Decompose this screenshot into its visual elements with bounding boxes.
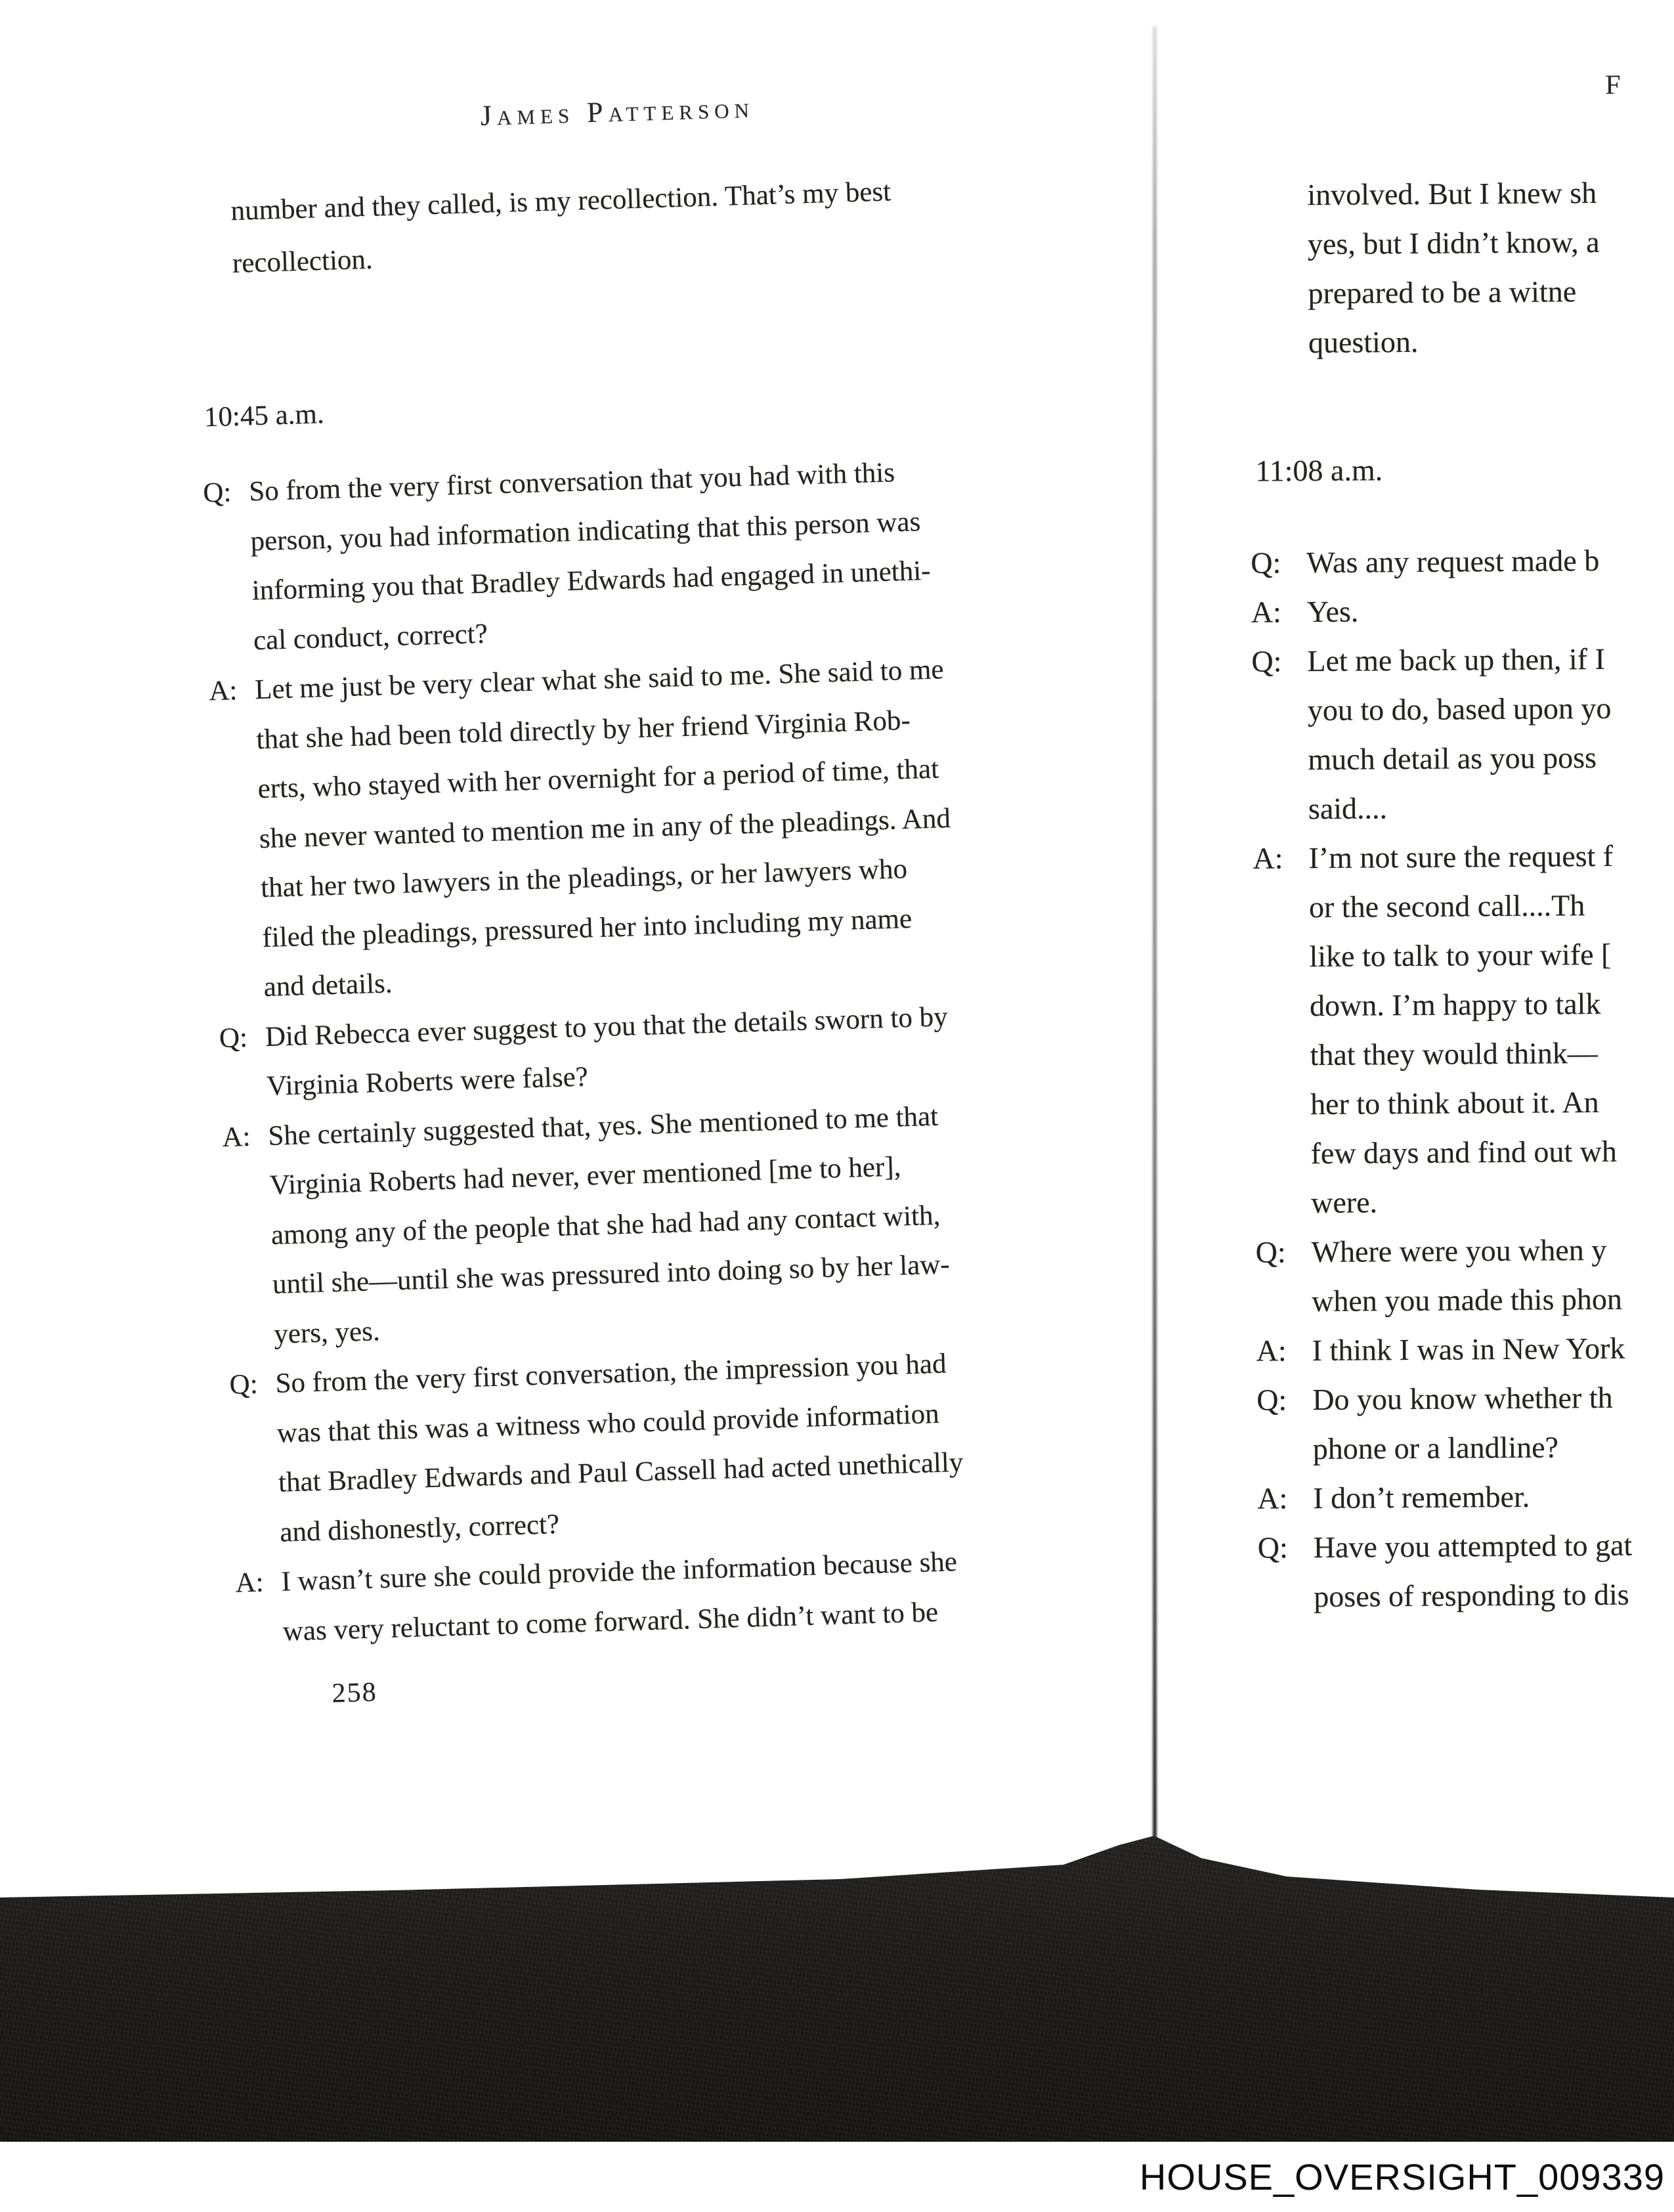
- left-continuation-paragraph: [230, 161, 1060, 290]
- qa-line: that Bradley Edwards and Paul Cassell had acted unethically: [278, 1446, 964, 1498]
- qa-line: and details.: [263, 968, 393, 1003]
- qa-line: that they would think—: [1310, 1036, 1598, 1072]
- qa-line: down. I’m happy to talk: [1309, 986, 1601, 1023]
- qa-block: [1258, 1519, 1674, 1622]
- qa-speaker-label: Q:: [1251, 644, 1282, 678]
- qa-speaker-label: A:: [234, 1567, 265, 1599]
- qa-line: that her two lawyers in the pleadings, or her lawyers who: [260, 853, 908, 904]
- left-page-number: 258: [331, 1677, 378, 1709]
- right-page-running-header: F: [1605, 70, 1625, 100]
- qa-block: [1257, 1470, 1674, 1523]
- qa-line: filed the pleadings, pressured her into including my name: [261, 903, 912, 953]
- qa-line: Have you attempted to gat: [1313, 1528, 1633, 1565]
- qa-line: and dishonestly, correct?: [279, 1508, 560, 1548]
- qa-line: I’m not sure the request f: [1308, 838, 1614, 875]
- text-line: prepared to be a witne: [1308, 274, 1577, 311]
- book-spine-crease: [1153, 26, 1157, 1845]
- qa-line: you to do, based upon yo: [1307, 691, 1612, 727]
- qa-speaker-label: A:: [1257, 1481, 1288, 1515]
- qa-line: Where were you when y: [1311, 1232, 1607, 1269]
- right-timestamp: 11:08 a.m.: [1255, 453, 1383, 488]
- right-continuation-paragraph: [1307, 167, 1674, 367]
- qa-line: I wasn’t sure she could provide the information because she: [280, 1546, 958, 1597]
- bates-stamp: HOUSE_OVERSIGHT_009339: [1139, 2156, 1665, 2198]
- qa-line: Was any request made b: [1306, 543, 1600, 580]
- text-line: yes, but I didn’t know, a: [1307, 225, 1600, 261]
- qa-line: like to talk to your wife [: [1309, 937, 1612, 974]
- qa-speaker-label: Q:: [1255, 1235, 1286, 1269]
- qa-line: her to think about it. An: [1310, 1085, 1599, 1121]
- qa-line: I think I was in New York: [1312, 1331, 1625, 1368]
- qa-speaker-label: Q:: [1257, 1530, 1288, 1565]
- qa-line: poses of responding to dis: [1314, 1577, 1629, 1614]
- qa-line: phone or a landline?: [1312, 1430, 1559, 1466]
- qa-line: erts, who stayed with her overnight for a period of time, that: [257, 753, 939, 805]
- qa-line: Let me just be very clear what she said to me. She said to me: [254, 654, 945, 706]
- qa-block: [1256, 1322, 1674, 1376]
- qa-line: said....: [1308, 791, 1388, 826]
- qa-line: Virginia Roberts were false?: [266, 1061, 589, 1102]
- left-qa-transcript: [202, 443, 1090, 1658]
- qa-speaker-label: Q:: [219, 1022, 248, 1054]
- left-page: [164, 39, 1121, 1805]
- text-line: recollection.: [232, 244, 374, 280]
- qa-line: few days and find out wh: [1310, 1134, 1618, 1171]
- text-line: number and they called, is my recollection. That’s my best: [230, 176, 891, 227]
- qa-line: Virginia Roberts had never, ever mentioned [me to her],: [268, 1151, 902, 1201]
- qa-line: much detail as you poss: [1308, 741, 1597, 777]
- qa-block: [208, 641, 1071, 1014]
- qa-line: Do you know whether th: [1312, 1380, 1613, 1417]
- qa-line: She certainly suggested that, yes. She mentioned to me that: [267, 1100, 939, 1152]
- qa-line: So from the very first conversation that you had with this: [248, 457, 895, 508]
- qa-line: or the second call....Th: [1308, 888, 1585, 924]
- qa-line: cal conduct, correct?: [253, 618, 488, 656]
- qa-block: [1251, 534, 1674, 588]
- qa-speaker-label: Q:: [228, 1368, 259, 1400]
- qa-block: [202, 443, 1061, 666]
- qa-line: was that this was a witness who could provide information: [276, 1398, 940, 1449]
- qa-line: person, you had information indicating that this person was: [249, 506, 921, 557]
- qa-speaker-label: Q:: [1256, 1383, 1287, 1417]
- qa-block: [229, 1335, 1088, 1558]
- qa-line: when you made this phon: [1311, 1282, 1623, 1318]
- qa-speaker-label: A:: [1251, 595, 1282, 629]
- right-page: [1221, 58, 1674, 1704]
- qa-speaker-label: Q:: [202, 477, 232, 509]
- qa-line: I don’t remember.: [1313, 1479, 1530, 1515]
- qa-line: that she had been told directly by her friend Virginia Rob-: [255, 705, 911, 755]
- qa-line: yers, yes.: [273, 1315, 381, 1350]
- qa-speaker-label: A:: [1253, 841, 1283, 875]
- page-edge-strip: [26, 39, 72, 1898]
- qa-line: So from the very first conversation, the impression you had: [274, 1348, 947, 1399]
- qa-line: were.: [1310, 1185, 1378, 1220]
- qa-block: [221, 1087, 1082, 1360]
- text-line: involved. But I knew sh: [1307, 176, 1597, 212]
- left-page-running-header: James Patterson: [480, 91, 755, 132]
- qa-line: Yes.: [1306, 594, 1359, 629]
- qa-line: was very reluctant to come forward. She didn’t want to be: [282, 1596, 939, 1647]
- right-qa-transcript: [1251, 534, 1674, 1622]
- qa-line: Let me back up then, if I: [1307, 641, 1605, 678]
- qa-block: [1251, 633, 1674, 834]
- qa-speaker-label: Q:: [1251, 546, 1281, 580]
- qa-block: [1255, 1224, 1674, 1326]
- qa-speaker-label: A:: [221, 1121, 251, 1153]
- qa-block: [1253, 830, 1674, 1228]
- qa-line: she never wanted to mention me in any of the pleadings. And: [259, 802, 951, 854]
- text-line: question.: [1308, 324, 1419, 360]
- qa-block: [1256, 1372, 1674, 1474]
- qa-speaker-label: A:: [1256, 1334, 1287, 1368]
- qa-speaker-label: A:: [208, 675, 238, 707]
- qa-line: informing you that Bradley Edwards had engaged in unethi-: [251, 555, 932, 607]
- qa-block: [1251, 584, 1674, 637]
- left-timestamp: 10:45 a.m.: [204, 399, 325, 433]
- qa-line: among any of the people that she had had any contact with,: [270, 1200, 941, 1251]
- qa-line: until she—until she was pressured into doing so by her law-: [272, 1249, 951, 1300]
- qa-line: Did Rebecca ever suggest to you that the details sworn to by: [265, 1001, 949, 1052]
